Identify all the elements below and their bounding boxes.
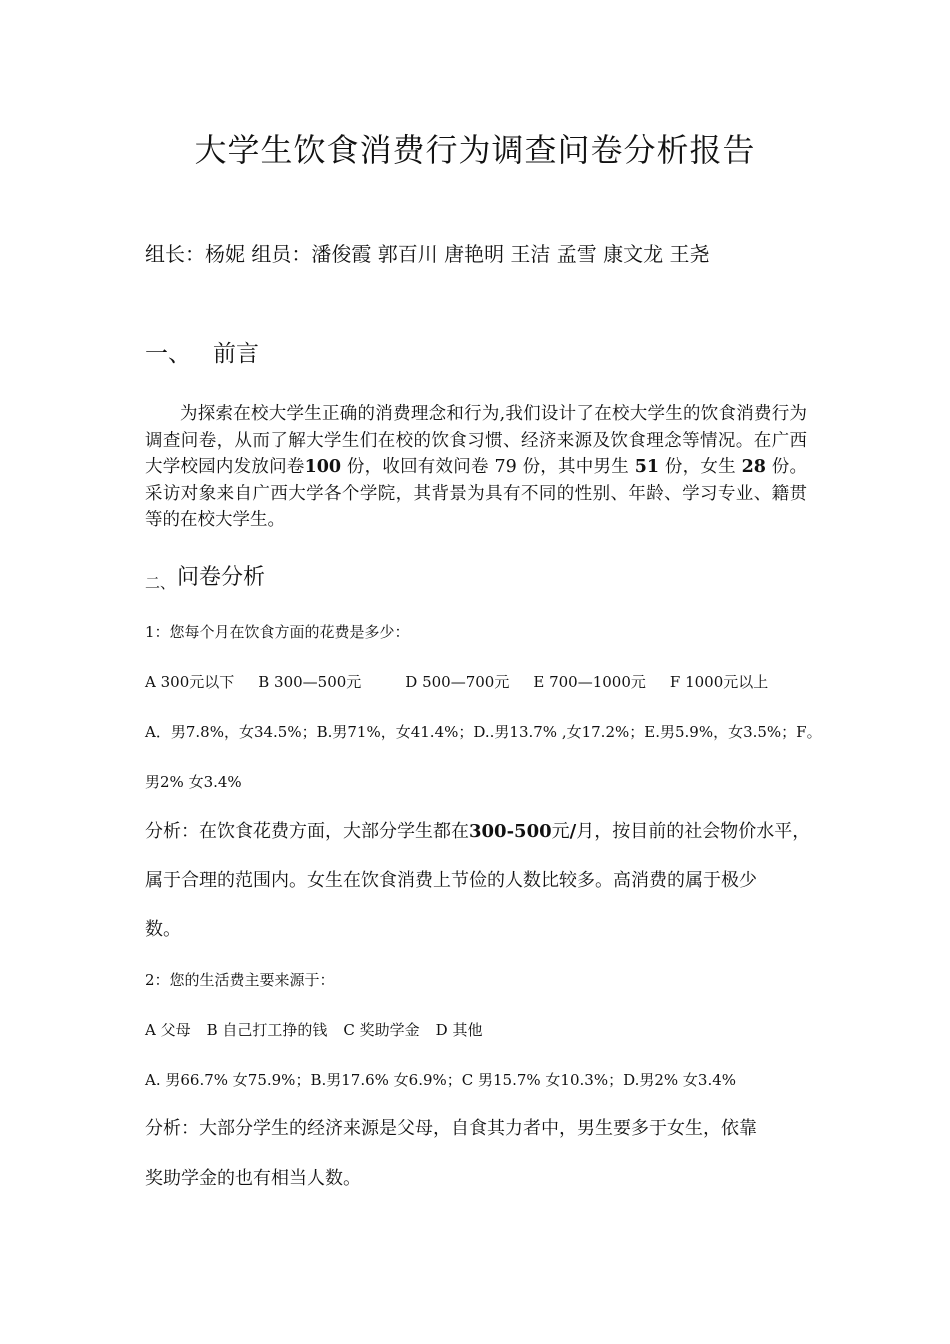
section-title: 前言 — [213, 341, 259, 367]
intro-text: 份，女生 — [659, 457, 742, 477]
question-2: 2：您的生活费主要来源于： — [145, 971, 335, 989]
option: C 奖助学金 — [343, 1021, 420, 1039]
option: E 700—1000元 — [533, 673, 646, 691]
section-number: 一、 — [145, 341, 191, 367]
section-heading-analysis — [145, 560, 265, 593]
questionnaire-count: 100 — [304, 457, 342, 477]
analysis-text: 元 — [551, 821, 570, 842]
option: D 其他 — [435, 1021, 483, 1039]
male-count: 51 — [634, 457, 660, 477]
page-title: 大学生饮食消费行为调查问卷分析报告 — [194, 131, 756, 169]
question-1: 1：您每个月在饮食方面的花费是多少： — [145, 623, 410, 641]
option: A 父母 — [145, 1021, 191, 1039]
option: A 300元以下 — [145, 673, 235, 691]
option: B 自己打工挣的钱 — [206, 1021, 328, 1039]
question-2-options — [145, 1019, 482, 1040]
question-1-options — [145, 671, 768, 692]
intro-text: 为探索在校大学生正确的消费理念和行为,我们设计了在校大学生的饮食消费行为调查问卷，从而了解大学生们在校的饮食习惯、经济来源及饮食理念等情况。在广西大学校园内发放问卷 — [145, 404, 807, 477]
question-2-analysis-cont: 奖助学金的也有相当人数。 — [145, 1168, 361, 1189]
spending-range: 300-500 — [469, 821, 552, 842]
question-1-analysis — [145, 817, 811, 843]
group-members: 组长：杨妮 组员：潘俊霞 郭百川 唐艳明 王洁 孟雪 康文龙 王尧 — [145, 242, 710, 266]
option: B 300—500元 — [258, 673, 362, 691]
section-number: 二、 — [145, 574, 176, 592]
section-heading-preface — [145, 335, 259, 368]
analysis-text: 月，按目前的社会物价水平， — [576, 821, 811, 842]
option: D 500—700元 — [405, 673, 510, 691]
option: F 1000元以上 — [669, 673, 769, 691]
question-2-analysis: 分析：大部分学生的经济来源是父母，自食其力者中，男生要多于女生，依靠 — [145, 1118, 757, 1139]
section-title: 问卷分析 — [177, 565, 266, 590]
intro-text: 份。采访对象来自广西大学各个学院，其背景为具有不同的性别、年龄、学习专业、籍贯等的在校大学生。 — [145, 457, 807, 530]
question-1-analysis-cont: 属于合理的范围内。女生在饮食消费上节俭的人数比较多。高消费的属于极少 — [145, 870, 757, 891]
question-1-results: A．男7.8%，女34.5%；B.男71%，女41.4%；D..男13.7% ,女17.2%；E.男5.9%，女3.5%；F。 — [145, 723, 822, 741]
intro-text: 份，收回有效问卷 79 份，其中男生 — [341, 457, 635, 477]
analysis-slash: / — [569, 821, 577, 842]
question-1-analysis-end: 数。 — [145, 919, 181, 940]
female-count: 28 — [741, 457, 766, 477]
question-2-results: A. 男66.7% 女75.9%；B.男17.6% 女6.9%；C 男15.7% 女10.3%；D.男2% 女3.4% — [145, 1071, 737, 1089]
question-1-results-cont: 男2% 女3.4% — [145, 773, 242, 791]
intro-paragraph — [145, 401, 807, 534]
analysis-text: 分析：在饮食花费方面，大部分学生都在 — [145, 821, 469, 842]
